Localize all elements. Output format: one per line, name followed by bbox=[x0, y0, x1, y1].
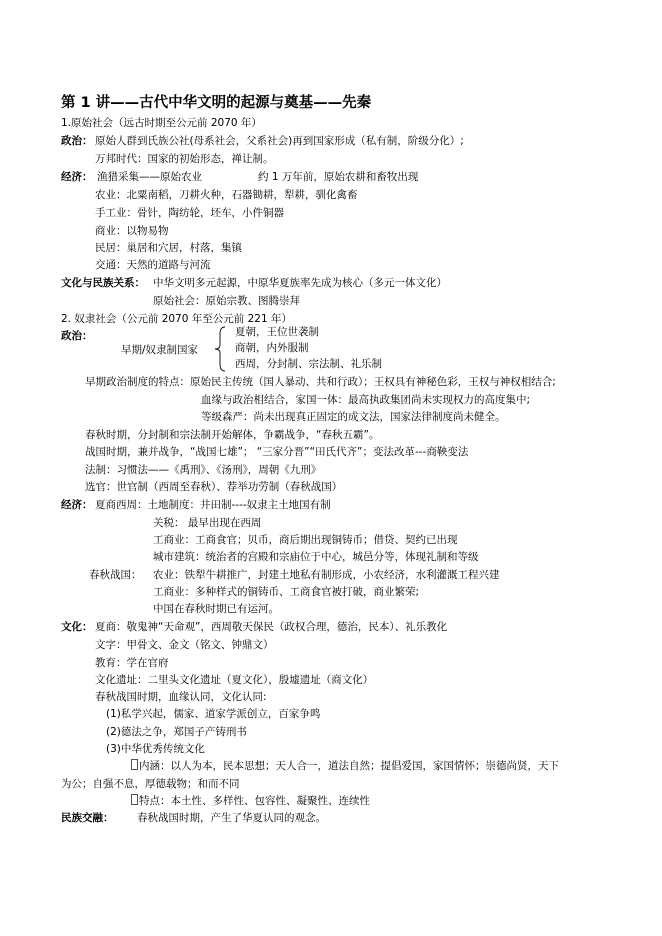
features-line-2: 血缘与政治相结合，家国一体：最高执政集团尚未实现权力的高度集中; bbox=[201, 394, 531, 406]
s1-residence: 民居：巢居和穴居，村落，集镇 bbox=[95, 242, 242, 254]
cqzg-label: 春秋战国： bbox=[89, 569, 142, 581]
s1-agriculture: 农业：北粟南稻，刀耕火种，石器锄耕，犁耕，驯化禽畜 bbox=[95, 189, 358, 201]
section2-heading: 2. 奴隶社会（公元前 2070 年至公元前 221 年） bbox=[61, 313, 292, 325]
brace-icon bbox=[213, 326, 227, 372]
s1-commerce: 商业：以物易物 bbox=[95, 225, 169, 237]
list-item-2: (2)德法之争，郑国子产铸刑书 bbox=[106, 726, 247, 738]
legal-system: 法制：习惯法——《禹刑》、《汤刑》，周朝《九刑》 bbox=[85, 464, 322, 476]
s1-politics-line-2: 万邦时代：国家的初始形态，禅让制。 bbox=[95, 153, 274, 165]
s1-culture-line-1: 中华文明多元起源，中原华夏族率先成为核心（多元一体文化） bbox=[153, 277, 447, 289]
cultural-sites: 文化遗址：二里头文化遗址（夏文化），殷墟遗址（商文化） bbox=[95, 674, 374, 686]
connotation-line-1 bbox=[131, 759, 559, 774]
s1-culture-label: 文化与民族关系： bbox=[61, 277, 145, 289]
s1-handicraft: 手工业：骨针，陶纺轮，坯车，小件铜器 bbox=[95, 207, 284, 219]
s2-agriculture: 农业：铁犁牛耕推广，封建土地私有制形成，小农经济，水利灌溉工程兴建 bbox=[153, 569, 500, 581]
s1-economy-line-1b: 约 1 万年前，原始农耕和畜牧出现 bbox=[258, 171, 419, 183]
spring-autumn: 春秋时期，分封制和宗法制开始解体，争霸战争，“春秋五霸”。 bbox=[85, 429, 380, 441]
connotation-text: 内涵：以人为本，民本思想；天人合一，道法自然；提倡爱国，家国情怀；崇德尚贤，天下 bbox=[139, 760, 559, 772]
industry-commerce-1: 工商业：工商食官；贝币，商后期出现铜铸币；借贷、契约已出现 bbox=[153, 534, 458, 546]
identity: 春秋战国时期，血缘认同，文化认同: bbox=[95, 691, 267, 703]
s1-transport: 交通：天然的道路与河流 bbox=[95, 259, 211, 271]
ethnic-text: 春秋战国时期，产生了华夏认同的观念。 bbox=[137, 812, 326, 824]
econ-xia-shang-zhou: 夏商西周：土地制度：井田制----奴隶主土地国有制 bbox=[95, 499, 331, 511]
western-zhou: 西周，分封制、宗法制、礼乐制 bbox=[235, 358, 382, 370]
s1-politics-line-1: 原始人群到氏族公社(母系社会，父系社会)再到国家形成（私有制，阶级分化）; bbox=[95, 135, 464, 147]
list-item-3: (3)中华优秀传统文化 bbox=[106, 743, 205, 755]
industry-commerce-2: 工商业：多种样式的铜铸币、工商食官被打破，商业繁荣; bbox=[153, 586, 420, 598]
s2-economy-label: 经济： bbox=[61, 499, 93, 511]
urban-architecture: 城市建筑：统治者的宫殿和宗庙位于中心，城邑分等，体现礼制和等级 bbox=[153, 551, 479, 563]
list-item-1: (1)私学兴起，儒家、道家学派创立，百家争鸣 bbox=[106, 708, 321, 720]
traits-line bbox=[131, 794, 370, 809]
ethnic-label: 民族交融： bbox=[61, 812, 114, 824]
early-state-label: 早期/奴隶制国家 bbox=[121, 344, 199, 356]
education: 教育：学在官府 bbox=[95, 657, 169, 669]
s1-politics-label: 政治： bbox=[61, 135, 93, 147]
missing-glyph-icon bbox=[131, 794, 138, 805]
traits-text: 特点：本土性、多样性、包容性、凝聚性、连续性 bbox=[139, 795, 370, 807]
missing-glyph-icon bbox=[131, 759, 138, 770]
features-line-3: 等级森严：尚未出现真正固定的成文法，国家法律制度尚未健全。 bbox=[201, 411, 506, 423]
section1-heading: 1.原始社会（远古时期至公元前 2070 年） bbox=[61, 117, 262, 129]
shang-dynasty: 商朝，内外服制 bbox=[235, 342, 309, 354]
page-title: 第 1 讲——古代中华文明的起源与奠基——先秦 bbox=[61, 95, 372, 111]
customs-tax: 关税： 最早出现在西周 bbox=[153, 517, 262, 529]
canal: 中国在春秋时期已有运河。 bbox=[153, 603, 279, 615]
warring-states: 战国时期，兼并战争，“战国七雄”； “三家分晋”“田氏代齐”；变法改革---商鞅变法 bbox=[85, 446, 469, 458]
writing: 文字：甲骨文、金文（铭文、钟鼎文） bbox=[95, 639, 274, 651]
official-selection: 选官：世官制（西周至春秋）、荐举功劳制（春秋战国） bbox=[85, 481, 343, 493]
s1-culture-line-2: 原始社会：原始宗教、图腾崇拜 bbox=[153, 295, 300, 307]
culture-line-1: 夏商：敬鬼神“天命观”，西周敬天保民（政权合理，德治，民本）、礼乐教化 bbox=[95, 621, 448, 633]
s2-culture-label: 文化： bbox=[61, 621, 93, 633]
xia-dynasty: 夏朝，王位世袭制 bbox=[235, 326, 319, 338]
s1-economy-label: 经济： bbox=[61, 171, 93, 183]
connotation-line-2: 为公；自强不息，厚德载物；和而不同 bbox=[61, 778, 240, 790]
s2-politics-label: 政治： bbox=[61, 330, 93, 342]
s1-economy-line-1a: 渔猎采集——原始农业 bbox=[97, 171, 202, 183]
features-line-1: 早期政治制度的特点：原始民主传统（国人暴动、共和行政）；王权具有神秘色彩，王权与神权相结合; bbox=[85, 376, 556, 388]
